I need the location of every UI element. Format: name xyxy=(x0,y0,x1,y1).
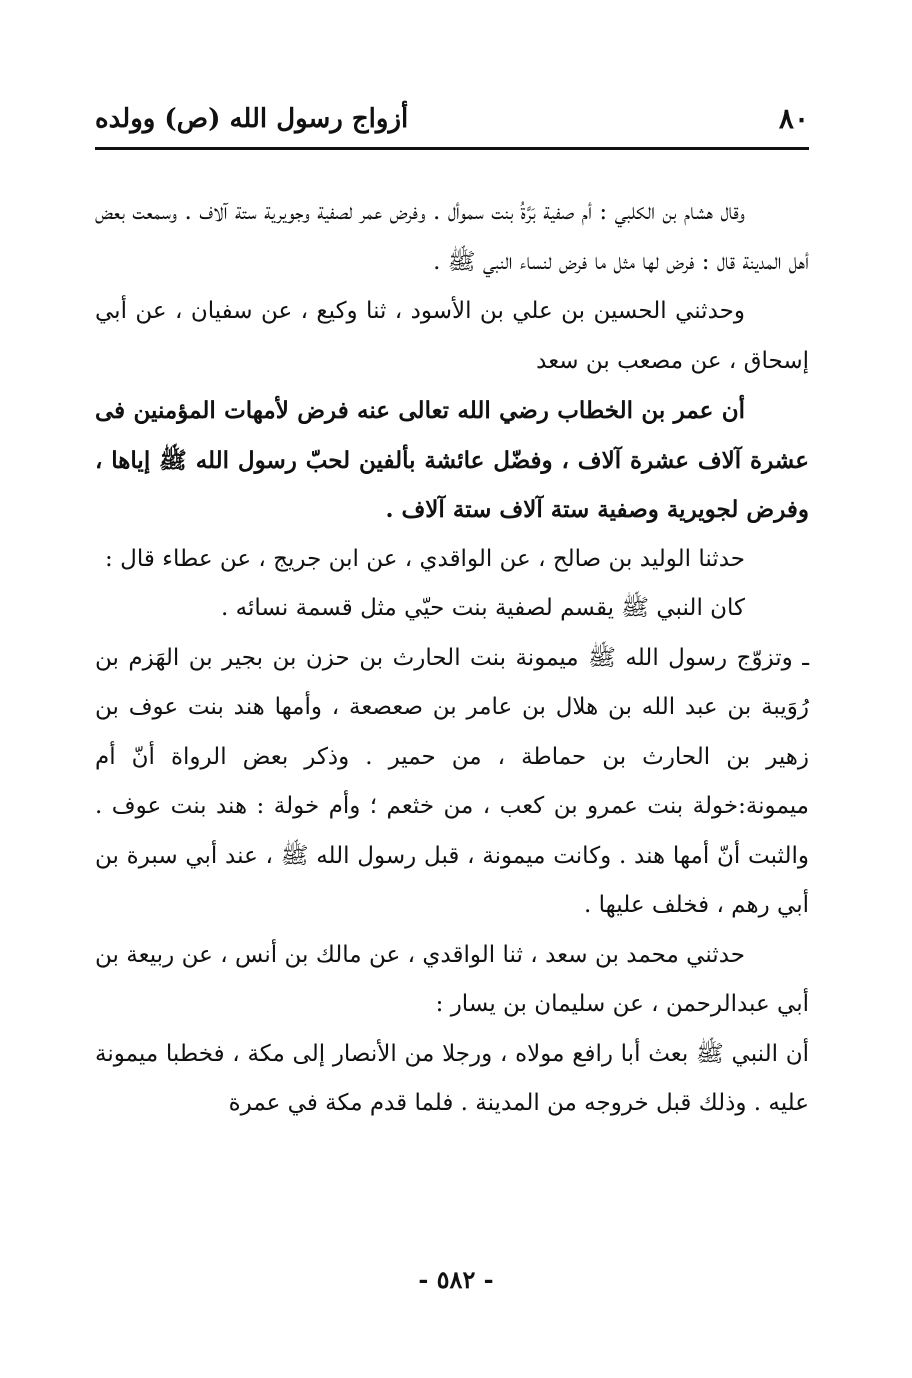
paragraph-hisham: وقال هشام بن الكلبي : أم صفية بَرَّةُ بنت سموأل . وفرض عمر لصفية وجويرية ستة آلاف . وسمعت بعض أهل المدينة قال : فرض لها مثل ما فرض لنساء النبي ﷺ . xyxy=(95,199,809,275)
header-rule xyxy=(95,147,809,150)
paragraph-umar-allotment: أن عمر بن الخطاب رضي الله تعالى عنه فرض لأمهات المؤمنين فى عشرة آلاف عشرة آلاف ، وفضّل عائشة بألفين لحبّ رسول الله ﷺ إياها ، وفرض لجويرية وصفية ستة آلاف ستة آلاف . xyxy=(95,397,809,523)
paragraph-safiyya-share: كان النبي ﷺ يقسم لصفية بنت حيّي مثل قسمة نسائه . xyxy=(221,595,745,621)
running-title: أزواج رسول الله (ص) وولده xyxy=(95,104,409,134)
paragraph-isnad-ibn-saad: حدثني محمد بن سعد ، ثنا الواقدي ، عن مالك بن أنس ، عن ربيعة بن أبي عبدالرحمن ، عن سليمان بن يسار : xyxy=(95,941,809,1017)
paragraph-isnad-waki: وحدثني الحسين بن علي بن الأسود ، ثنا وكيع ، عن سفيان ، عن أبي إسحاق ، عن مصعب بن سعد xyxy=(95,298,809,374)
page-header xyxy=(95,96,809,146)
paragraph-maymuna-lineage: ـ وتزوّج رسول الله ﷺ ميمونة بنت الحارث بن حزن بن بجير بن الهَزم بن رُوَيبة بن عبد الله بن هلال بن عامر بن صعصعة ، وأمها هند بنت عوف بن زهير بن الحارث بن حماطة ، من حمير . وذكر بعض الرواة أنّ أم ميمونة:خولة بنت عمرو بن كعب ، من خثعم ؛ وأم خولة : هند بنت عوف . والثبت أنّ أمها هند . وكانت ميمونة ، قبل رسول الله ﷺ ، عند أبي سبرة بن أبي رهم ، فخلف عليها . xyxy=(95,644,809,918)
paragraph-isnad-walid: حدثنا الوليد بن صالح ، عن الواقدي ، عن ابن جريج ، عن عطاء قال : xyxy=(105,545,745,572)
body-text xyxy=(95,188,809,1129)
page-number-footer: - ٥٨٢ - xyxy=(418,1265,494,1294)
page-number-header: ٨٠ xyxy=(778,102,809,135)
paragraph-abu-rafi: أن النبي ﷺ بعث أبا رافع مولاه ، ورجلا من الأنصار إلى مكة ، فخطبا ميمونة عليه . وذلك قبل خروجه من المدينة . فلما قدم مكة في عمرة xyxy=(95,1040,809,1116)
